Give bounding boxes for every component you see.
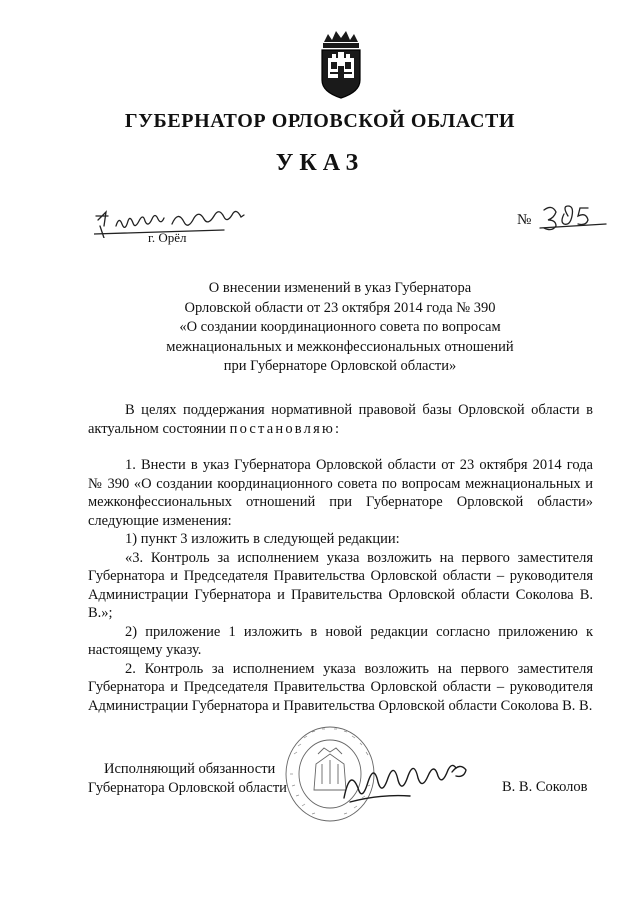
title-line: при Губернаторе Орловской области» [223,358,457,374]
decree-item: 1) пункт 3 изложить в следующей редакции: [125,531,400,547]
decree-item: 2) приложение 1 изложить в новой редакции согласно приложению к настоящему указу. [88,623,593,658]
coat-of-arms-icon [318,28,364,100]
title-line: О внесении изменений в указ Губернатора [208,280,472,296]
handwritten-number [538,200,608,232]
position-line: Губернатора Орловской области [88,780,287,796]
decree-item: 2. Контроль за исполнением указа возложить на первого заместителя Губернатора и Председателя Правительства Орловской области – руководителя Администрации Губернатора и Правительства Орловской области Соколова В. В. [88,660,593,714]
document-type: УКАЗ [275,150,365,176]
title-line: Орловской области от 23 октября 2014 года № 390 [184,299,496,316]
preamble-emphasis: постановляю [229,420,335,437]
city-label: г. Орёл [148,230,187,245]
preamble [88,401,593,438]
handwritten-date [94,204,284,238]
handwritten-signature [340,758,480,808]
issuing-authority: ГУБЕРНАТОР ОРЛОВСКОЙ ОБЛАСТИ [124,110,516,132]
signatory-name: В. В. Соколов [502,779,588,795]
preamble-text: В целях поддержания нормативной правовой базы Орловской области в актуальном состоянии [88,402,593,437]
preamble-tail: : [334,420,340,437]
signatory-position [88,760,287,798]
position-line: Исполняющий обязанности [104,761,276,777]
decree-item: 1. Внести в указ Губернатора Орловской области от 23 октября 2014 года № 390 «О создании координационного совета по вопросам межнациональных и межконфессиональных отношений при Губернаторе Орловской области» следующие изменения: [88,457,593,529]
title-line: «О создании координационного совета по вопросам [179,319,501,335]
title-line: межнациональных и межконфессиональных отношений [166,338,514,355]
number-label: № [517,212,532,228]
decree-body [88,456,593,715]
document-title [130,279,550,377]
decree-item: «3. Контроль за исполнением указа возложить на первого заместителя Губернатора и Председателя Правительства Орловской области – руководителя Администрации Губернатора и Правительства Орловской области Соколова В. В.»; [88,549,593,621]
